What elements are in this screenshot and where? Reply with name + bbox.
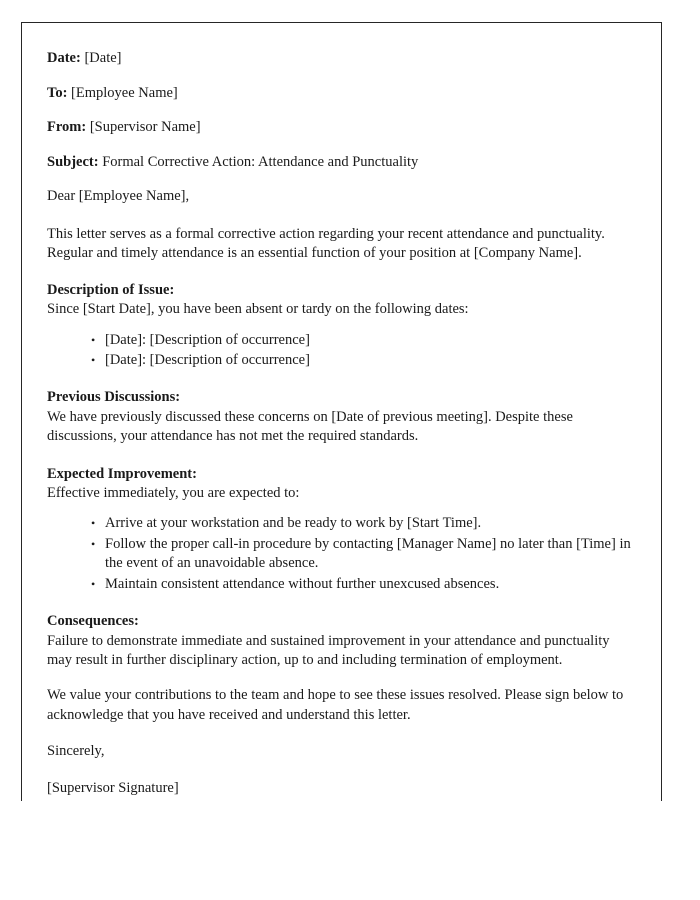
field-label-from: From: (47, 119, 87, 135)
bullet-dot-icon: • (91, 353, 96, 368)
letter-header-fields (47, 49, 631, 171)
section-intro: Since [Start Date], you have been absent or tardy on the following dates: (47, 301, 469, 318)
section-expected-improvement (47, 465, 631, 594)
section-heading: Expected Improvement: (47, 465, 197, 482)
field-line-to (47, 84, 631, 102)
field-line-subject (47, 153, 631, 171)
field-label-subject: Subject: (47, 153, 99, 170)
section-heading: Consequences: (47, 613, 139, 630)
field-value-date: [Date] (84, 50, 122, 66)
field-line-date (47, 49, 631, 67)
list-item-label: [Date]: [Description of occurrence] (105, 331, 310, 348)
list-item-label: [Date]: [Description of occurrence] (105, 352, 310, 369)
section-text: We have previously discussed these concerns on [Date of previous meeting]. Despite these discussions, your attendance has not met the required standards. (47, 408, 573, 445)
letter-document-page (21, 22, 662, 801)
section-previous-discussions (47, 388, 631, 446)
list-item (91, 514, 631, 533)
bullet-dot-icon: • (91, 536, 96, 551)
list-item (91, 331, 631, 350)
section-text: Failure to demonstrate immediate and sustained improvement in your attendance and punctuality may result in further disciplinary action, up to and including termination of employment. (47, 632, 610, 668)
list-item-label: Maintain consistent attendance without further unexcused absences. (105, 575, 500, 592)
opening-paragraph: This letter serves as a formal corrective action regarding your recent attendance and punctuality. Regular and timely attendance is an essential function of your position at [Company Name]. (47, 226, 605, 262)
section-heading: Description of Issue: (47, 281, 175, 298)
field-line-from (47, 118, 631, 136)
bullet-list-expected-improvement (47, 514, 631, 594)
field-value-from: [Supervisor Name] (89, 119, 201, 135)
field-label-date: Date: (47, 50, 81, 66)
bullet-list-description-of-issue (47, 331, 631, 371)
bullet-dot-icon: • (91, 516, 96, 531)
signature-placeholder: [Supervisor Signature] (47, 779, 179, 796)
section-description-of-issue (47, 281, 631, 371)
closing-paragraph: We value your contributions to the team and hope to see these issues resolved. Please sign below to acknowledge that you have received and understand this letter. (47, 687, 624, 723)
bullet-dot-icon: • (91, 332, 96, 347)
salutation: Dear [Employee Name], (47, 188, 190, 204)
list-item (91, 535, 631, 574)
section-consequences (47, 612, 631, 670)
section-heading: Previous Discussions: (47, 389, 181, 406)
letter-body (22, 23, 661, 798)
section-intro: Effective immediately, you are expected to: (47, 485, 300, 502)
list-item (91, 575, 631, 594)
list-item (91, 351, 631, 370)
field-value-to: [Employee Name] (71, 84, 178, 101)
field-value-subject: Formal Corrective Action: Attendance and Punctuality (102, 153, 419, 170)
closing-salutation: Sincerely, (47, 743, 105, 760)
field-label-to: To: (47, 84, 68, 101)
list-item-label: Arrive at your workstation and be ready to work by [Start Time]. (105, 515, 482, 532)
bullet-dot-icon: • (91, 576, 96, 591)
list-item-label: Follow the proper call-in procedure by contacting [Manager Name] no later than [Time] in the event of an unavoidable absence. (105, 535, 631, 572)
